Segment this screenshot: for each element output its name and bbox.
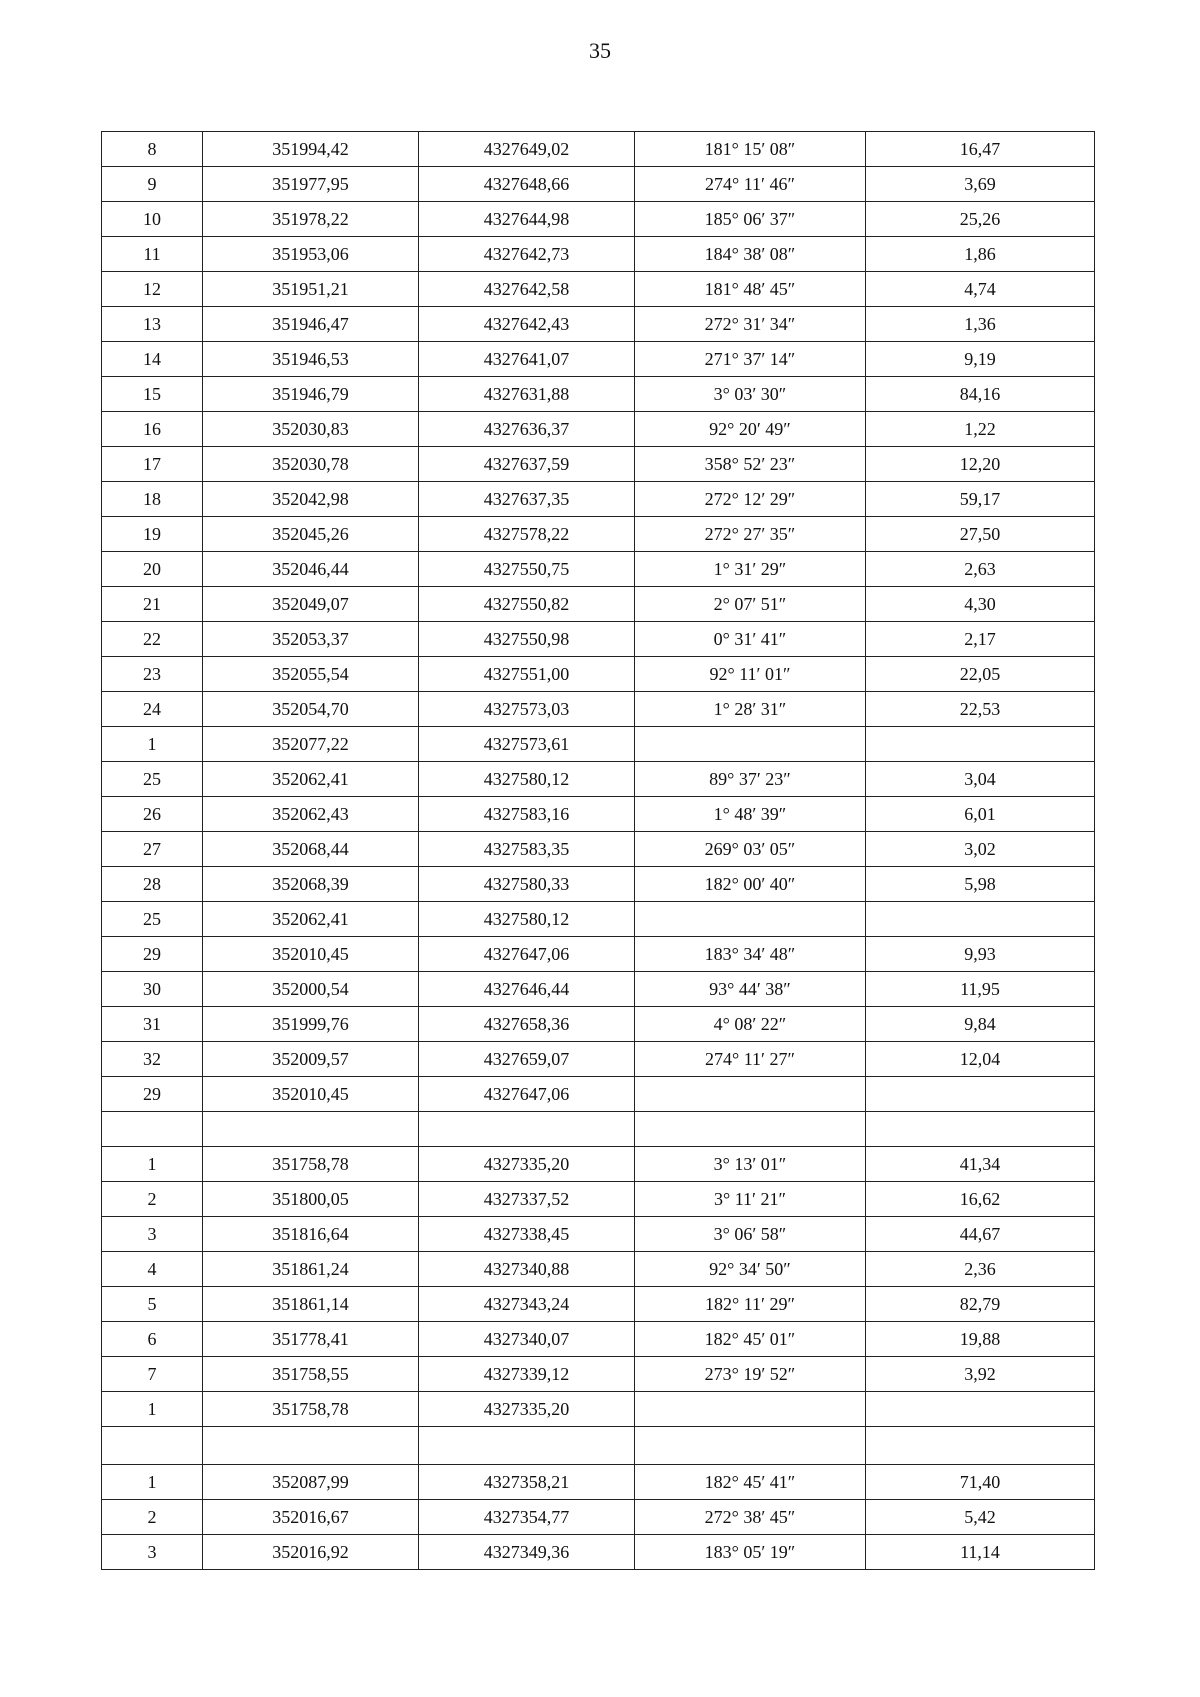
distance-cell: 9,84 xyxy=(866,1007,1095,1042)
distance-cell xyxy=(866,1112,1095,1147)
point-number-cell: 13 xyxy=(102,307,203,342)
table-row xyxy=(102,587,1095,622)
table-row xyxy=(102,482,1095,517)
table-row xyxy=(102,202,1095,237)
y-coordinate-cell: 4327580,12 xyxy=(419,762,635,797)
bearing-cell xyxy=(635,902,866,937)
y-coordinate-cell xyxy=(419,1427,635,1465)
x-coordinate-cell xyxy=(203,1427,419,1465)
table-row xyxy=(102,902,1095,937)
table-row xyxy=(102,1357,1095,1392)
y-coordinate-cell: 4327649,02 xyxy=(419,132,635,167)
point-number-cell: 4 xyxy=(102,1252,203,1287)
x-coordinate-cell: 352010,45 xyxy=(203,1077,419,1112)
y-coordinate-cell: 4327637,35 xyxy=(419,482,635,517)
point-number-cell: 16 xyxy=(102,412,203,447)
y-coordinate-cell: 4327573,03 xyxy=(419,692,635,727)
distance-cell: 59,17 xyxy=(866,482,1095,517)
bearing-cell: 358° 52′ 23″ xyxy=(635,447,866,482)
table-row xyxy=(102,972,1095,1007)
y-coordinate-cell: 4327631,88 xyxy=(419,377,635,412)
bearing-cell: 181° 15′ 08″ xyxy=(635,132,866,167)
point-number-cell: 18 xyxy=(102,482,203,517)
y-coordinate-cell: 4327578,22 xyxy=(419,517,635,552)
table-row xyxy=(102,1147,1095,1182)
table-row xyxy=(102,1042,1095,1077)
bearing-cell: 0° 31′ 41″ xyxy=(635,622,866,657)
bearing-cell: 182° 00′ 40″ xyxy=(635,867,866,902)
table-row xyxy=(102,1182,1095,1217)
distance-cell xyxy=(866,1392,1095,1427)
bearing-cell: 1° 31′ 29″ xyxy=(635,552,866,587)
point-number-cell: 7 xyxy=(102,1357,203,1392)
table-row xyxy=(102,832,1095,867)
bearing-cell: 274° 11′ 46″ xyxy=(635,167,866,202)
table-row xyxy=(102,377,1095,412)
table-row xyxy=(102,657,1095,692)
x-coordinate-cell: 351951,21 xyxy=(203,272,419,307)
x-coordinate-cell: 351816,64 xyxy=(203,1217,419,1252)
bearing-cell: 182° 45′ 01″ xyxy=(635,1322,866,1357)
table-row xyxy=(102,1322,1095,1357)
y-coordinate-cell: 4327335,20 xyxy=(419,1392,635,1427)
bearing-cell: 4° 08′ 22″ xyxy=(635,1007,866,1042)
y-coordinate-cell: 4327340,07 xyxy=(419,1322,635,1357)
x-coordinate-cell: 351946,47 xyxy=(203,307,419,342)
distance-cell: 82,79 xyxy=(866,1287,1095,1322)
table-row xyxy=(102,132,1095,167)
x-coordinate-cell: 352046,44 xyxy=(203,552,419,587)
table-row xyxy=(102,622,1095,657)
distance-cell: 3,92 xyxy=(866,1357,1095,1392)
distance-cell: 16,62 xyxy=(866,1182,1095,1217)
table-row xyxy=(102,937,1095,972)
point-number-cell: 9 xyxy=(102,167,203,202)
point-number-cell: 1 xyxy=(102,1465,203,1500)
y-coordinate-cell: 4327658,36 xyxy=(419,1007,635,1042)
x-coordinate-cell: 351978,22 xyxy=(203,202,419,237)
x-coordinate-cell: 351861,14 xyxy=(203,1287,419,1322)
bearing-cell: 185° 06′ 37″ xyxy=(635,202,866,237)
distance-cell: 16,47 xyxy=(866,132,1095,167)
bearing-cell xyxy=(635,1427,866,1465)
x-coordinate-cell xyxy=(203,1112,419,1147)
x-coordinate-cell: 351800,05 xyxy=(203,1182,419,1217)
bearing-cell: 272° 38′ 45″ xyxy=(635,1500,866,1535)
distance-cell: 12,04 xyxy=(866,1042,1095,1077)
x-coordinate-cell: 352009,57 xyxy=(203,1042,419,1077)
y-coordinate-cell: 4327573,61 xyxy=(419,727,635,762)
bearing-cell: 2° 07′ 51″ xyxy=(635,587,866,622)
point-number-cell: 32 xyxy=(102,1042,203,1077)
y-coordinate-cell: 4327338,45 xyxy=(419,1217,635,1252)
table-row xyxy=(102,1007,1095,1042)
table-row xyxy=(102,1077,1095,1112)
point-number-cell xyxy=(102,1427,203,1465)
table-row xyxy=(102,797,1095,832)
distance-cell: 1,86 xyxy=(866,237,1095,272)
table-row xyxy=(102,1112,1095,1147)
point-number-cell: 23 xyxy=(102,657,203,692)
y-coordinate-cell: 4327583,35 xyxy=(419,832,635,867)
table-row xyxy=(102,342,1095,377)
table-row xyxy=(102,1465,1095,1500)
x-coordinate-cell: 352042,98 xyxy=(203,482,419,517)
point-number-cell: 21 xyxy=(102,587,203,622)
x-coordinate-cell: 352053,37 xyxy=(203,622,419,657)
y-coordinate-cell: 4327648,66 xyxy=(419,167,635,202)
point-number-cell: 31 xyxy=(102,1007,203,1042)
distance-cell: 71,40 xyxy=(866,1465,1095,1500)
bearing-cell: 274° 11′ 27″ xyxy=(635,1042,866,1077)
distance-cell: 22,05 xyxy=(866,657,1095,692)
y-coordinate-cell: 4327659,07 xyxy=(419,1042,635,1077)
y-coordinate-cell: 4327551,00 xyxy=(419,657,635,692)
point-number-cell: 26 xyxy=(102,797,203,832)
distance-cell: 5,42 xyxy=(866,1500,1095,1535)
y-coordinate-cell: 4327646,44 xyxy=(419,972,635,1007)
point-number-cell: 24 xyxy=(102,692,203,727)
point-number-cell: 1 xyxy=(102,727,203,762)
x-coordinate-cell: 351758,78 xyxy=(203,1392,419,1427)
x-coordinate-cell: 351946,79 xyxy=(203,377,419,412)
bearing-cell: 182° 45′ 41″ xyxy=(635,1465,866,1500)
x-coordinate-cell: 351946,53 xyxy=(203,342,419,377)
point-number-cell: 12 xyxy=(102,272,203,307)
point-number-cell: 30 xyxy=(102,972,203,1007)
distance-cell: 3,04 xyxy=(866,762,1095,797)
point-number-cell: 28 xyxy=(102,867,203,902)
y-coordinate-cell: 4327358,21 xyxy=(419,1465,635,1500)
bearing-cell: 181° 48′ 45″ xyxy=(635,272,866,307)
distance-cell: 1,22 xyxy=(866,412,1095,447)
x-coordinate-cell: 351758,55 xyxy=(203,1357,419,1392)
bearing-cell: 183° 34′ 48″ xyxy=(635,937,866,972)
table-row xyxy=(102,867,1095,902)
point-number-cell: 15 xyxy=(102,377,203,412)
x-coordinate-cell: 352068,44 xyxy=(203,832,419,867)
table-row xyxy=(102,727,1095,762)
distance-cell: 2,63 xyxy=(866,552,1095,587)
y-coordinate-cell: 4327550,98 xyxy=(419,622,635,657)
distance-cell: 22,53 xyxy=(866,692,1095,727)
point-number-cell: 27 xyxy=(102,832,203,867)
bearing-cell: 3° 13′ 01″ xyxy=(635,1147,866,1182)
distance-cell: 3,69 xyxy=(866,167,1095,202)
x-coordinate-cell: 352030,78 xyxy=(203,447,419,482)
bearing-cell: 271° 37′ 14″ xyxy=(635,342,866,377)
distance-cell: 27,50 xyxy=(866,517,1095,552)
distance-cell: 1,36 xyxy=(866,307,1095,342)
bearing-cell: 3° 06′ 58″ xyxy=(635,1217,866,1252)
point-number-cell: 3 xyxy=(102,1535,203,1570)
y-coordinate-cell: 4327335,20 xyxy=(419,1147,635,1182)
bearing-cell: 89° 37′ 23″ xyxy=(635,762,866,797)
distance-cell: 19,88 xyxy=(866,1322,1095,1357)
point-number-cell: 25 xyxy=(102,762,203,797)
point-number-cell: 20 xyxy=(102,552,203,587)
x-coordinate-cell: 351977,95 xyxy=(203,167,419,202)
x-coordinate-cell: 352068,39 xyxy=(203,867,419,902)
bearing-cell: 269° 03′ 05″ xyxy=(635,832,866,867)
x-coordinate-cell: 351758,78 xyxy=(203,1147,419,1182)
x-coordinate-cell: 352087,99 xyxy=(203,1465,419,1500)
table-row xyxy=(102,1287,1095,1322)
distance-cell: 2,36 xyxy=(866,1252,1095,1287)
y-coordinate-cell: 4327636,37 xyxy=(419,412,635,447)
page-number: 35 xyxy=(589,38,611,63)
table-row xyxy=(102,1427,1095,1465)
x-coordinate-cell: 352045,26 xyxy=(203,517,419,552)
point-number-cell: 5 xyxy=(102,1287,203,1322)
table-row xyxy=(102,552,1095,587)
point-number-cell: 1 xyxy=(102,1147,203,1182)
y-coordinate-cell: 4327354,77 xyxy=(419,1500,635,1535)
x-coordinate-cell: 352010,45 xyxy=(203,937,419,972)
distance-cell: 41,34 xyxy=(866,1147,1095,1182)
table-row xyxy=(102,692,1095,727)
y-coordinate-cell: 4327550,82 xyxy=(419,587,635,622)
bearing-cell xyxy=(635,1077,866,1112)
y-coordinate-cell: 4327580,12 xyxy=(419,902,635,937)
x-coordinate-cell: 351999,76 xyxy=(203,1007,419,1042)
x-coordinate-cell: 352000,54 xyxy=(203,972,419,1007)
distance-cell xyxy=(866,902,1095,937)
table-row xyxy=(102,447,1095,482)
distance-cell: 2,17 xyxy=(866,622,1095,657)
bearing-cell: 183° 05′ 19″ xyxy=(635,1535,866,1570)
table-row xyxy=(102,237,1095,272)
point-number-cell: 3 xyxy=(102,1217,203,1252)
table-row xyxy=(102,1535,1095,1570)
point-number-cell: 29 xyxy=(102,937,203,972)
x-coordinate-cell: 352016,67 xyxy=(203,1500,419,1535)
distance-cell: 11,14 xyxy=(866,1535,1095,1570)
point-number-cell: 11 xyxy=(102,237,203,272)
point-number-cell: 17 xyxy=(102,447,203,482)
bearing-cell: 1° 28′ 31″ xyxy=(635,692,866,727)
table-row xyxy=(102,272,1095,307)
bearing-cell xyxy=(635,1392,866,1427)
point-number-cell: 10 xyxy=(102,202,203,237)
point-number-cell: 1 xyxy=(102,1392,203,1427)
point-number-cell: 8 xyxy=(102,132,203,167)
distance-cell: 25,26 xyxy=(866,202,1095,237)
point-number-cell: 29 xyxy=(102,1077,203,1112)
distance-cell: 11,95 xyxy=(866,972,1095,1007)
distance-cell xyxy=(866,1077,1095,1112)
bearing-cell: 3° 11′ 21″ xyxy=(635,1182,866,1217)
y-coordinate-cell: 4327580,33 xyxy=(419,867,635,902)
distance-cell: 4,30 xyxy=(866,587,1095,622)
coordinates-table-body xyxy=(102,132,1095,1570)
x-coordinate-cell: 351953,06 xyxy=(203,237,419,272)
bearing-cell: 92° 20′ 49″ xyxy=(635,412,866,447)
point-number-cell: 6 xyxy=(102,1322,203,1357)
distance-cell xyxy=(866,727,1095,762)
table-row xyxy=(102,412,1095,447)
point-number-cell: 14 xyxy=(102,342,203,377)
x-coordinate-cell: 352055,54 xyxy=(203,657,419,692)
bearing-cell: 3° 03′ 30″ xyxy=(635,377,866,412)
x-coordinate-cell: 352049,07 xyxy=(203,587,419,622)
point-number-cell: 22 xyxy=(102,622,203,657)
y-coordinate-cell: 4327637,59 xyxy=(419,447,635,482)
point-number-cell: 2 xyxy=(102,1182,203,1217)
table-row xyxy=(102,1392,1095,1427)
table-row xyxy=(102,517,1095,552)
bearing-cell: 1° 48′ 39″ xyxy=(635,797,866,832)
bearing-cell: 93° 44′ 38″ xyxy=(635,972,866,1007)
bearing-cell: 92° 11′ 01″ xyxy=(635,657,866,692)
distance-cell: 12,20 xyxy=(866,447,1095,482)
distance-cell: 84,16 xyxy=(866,377,1095,412)
y-coordinate-cell: 4327340,88 xyxy=(419,1252,635,1287)
y-coordinate-cell: 4327583,16 xyxy=(419,797,635,832)
x-coordinate-cell: 351861,24 xyxy=(203,1252,419,1287)
y-coordinate-cell: 4327647,06 xyxy=(419,1077,635,1112)
y-coordinate-cell: 4327343,24 xyxy=(419,1287,635,1322)
bearing-cell: 272° 31′ 34″ xyxy=(635,307,866,342)
y-coordinate-cell: 4327550,75 xyxy=(419,552,635,587)
y-coordinate-cell: 4327339,12 xyxy=(419,1357,635,1392)
x-coordinate-cell: 352077,22 xyxy=(203,727,419,762)
x-coordinate-cell: 352062,41 xyxy=(203,902,419,937)
table-row xyxy=(102,307,1095,342)
distance-cell xyxy=(866,1427,1095,1465)
x-coordinate-cell: 351994,42 xyxy=(203,132,419,167)
distance-cell: 9,19 xyxy=(866,342,1095,377)
table-row xyxy=(102,167,1095,202)
y-coordinate-cell: 4327642,58 xyxy=(419,272,635,307)
x-coordinate-cell: 352054,70 xyxy=(203,692,419,727)
distance-cell: 5,98 xyxy=(866,867,1095,902)
x-coordinate-cell: 351778,41 xyxy=(203,1322,419,1357)
x-coordinate-cell: 352016,92 xyxy=(203,1535,419,1570)
y-coordinate-cell: 4327337,52 xyxy=(419,1182,635,1217)
x-coordinate-cell: 352062,43 xyxy=(203,797,419,832)
table-row xyxy=(102,762,1095,797)
bearing-cell: 92° 34′ 50″ xyxy=(635,1252,866,1287)
point-number-cell xyxy=(102,1112,203,1147)
distance-cell: 4,74 xyxy=(866,272,1095,307)
point-number-cell: 2 xyxy=(102,1500,203,1535)
bearing-cell: 272° 12′ 29″ xyxy=(635,482,866,517)
table-row xyxy=(102,1500,1095,1535)
bearing-cell xyxy=(635,727,866,762)
bearing-cell: 272° 27′ 35″ xyxy=(635,517,866,552)
distance-cell: 44,67 xyxy=(866,1217,1095,1252)
bearing-cell: 273° 19′ 52″ xyxy=(635,1357,866,1392)
distance-cell: 9,93 xyxy=(866,937,1095,972)
point-number-cell: 19 xyxy=(102,517,203,552)
distance-cell: 3,02 xyxy=(866,832,1095,867)
y-coordinate-cell xyxy=(419,1112,635,1147)
bearing-cell: 182° 11′ 29″ xyxy=(635,1287,866,1322)
x-coordinate-cell: 352030,83 xyxy=(203,412,419,447)
coordinates-table xyxy=(101,131,1095,1570)
y-coordinate-cell: 4327647,06 xyxy=(419,937,635,972)
distance-cell: 6,01 xyxy=(866,797,1095,832)
point-number-cell: 25 xyxy=(102,902,203,937)
table-row xyxy=(102,1252,1095,1287)
x-coordinate-cell: 352062,41 xyxy=(203,762,419,797)
y-coordinate-cell: 4327642,73 xyxy=(419,237,635,272)
y-coordinate-cell: 4327642,43 xyxy=(419,307,635,342)
table-row xyxy=(102,1217,1095,1252)
y-coordinate-cell: 4327349,36 xyxy=(419,1535,635,1570)
bearing-cell: 184° 38′ 08″ xyxy=(635,237,866,272)
y-coordinate-cell: 4327644,98 xyxy=(419,202,635,237)
bearing-cell xyxy=(635,1112,866,1147)
y-coordinate-cell: 4327641,07 xyxy=(419,342,635,377)
